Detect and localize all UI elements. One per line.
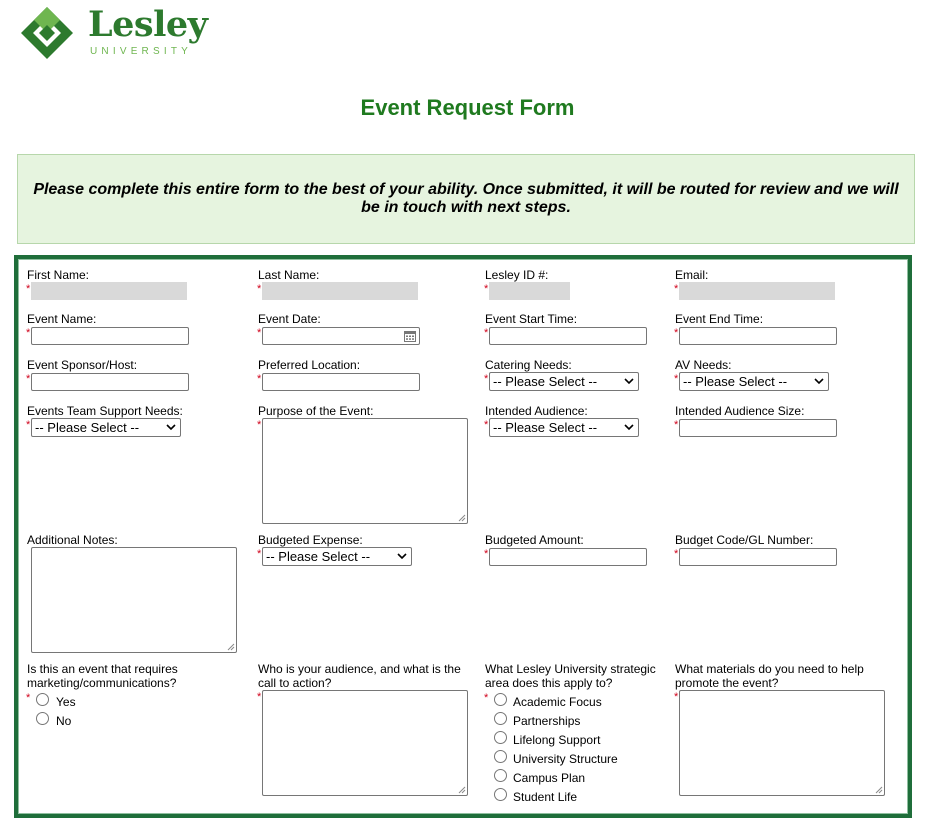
required-mark: * — [26, 327, 31, 339]
sponsor-label: Event Sponsor/Host: — [27, 358, 138, 372]
strategic-student-life-label[interactable]: Student Life — [513, 790, 578, 804]
team-support-select[interactable] — [31, 418, 181, 437]
marketing-label — [27, 662, 178, 690]
required-mark: * — [257, 327, 262, 339]
call-to-action-label-line1: Who is your audience, and what is the — [258, 662, 461, 676]
location-input[interactable] — [262, 373, 420, 391]
notes-textarea[interactable] — [31, 547, 237, 653]
resize-grip-icon[interactable] — [458, 514, 466, 522]
team-support-selected: -- Please Select -- — [35, 420, 140, 435]
strategic-area-label — [485, 662, 656, 690]
strategic-area-label-line2: area does this apply to? — [485, 676, 613, 690]
strategic-campus-plan-radio[interactable] — [494, 769, 507, 782]
lesley-id-field[interactable] — [489, 282, 570, 300]
required-mark: * — [674, 373, 679, 385]
start-time-label: Event Start Time: — [485, 312, 578, 326]
event-name-label: Event Name: — [27, 312, 97, 326]
end-time-label: Event End Time: — [675, 312, 764, 326]
required-mark: * — [484, 419, 489, 431]
required-mark: * — [26, 283, 31, 295]
strategic-campus-plan-label[interactable]: Campus Plan — [513, 771, 586, 785]
team-support-label: Events Team Support Needs: — [27, 404, 183, 418]
required-mark: * — [674, 419, 679, 431]
strategic-partnerships-label[interactable]: Partnerships — [513, 714, 581, 728]
purpose-textarea[interactable] — [262, 418, 468, 524]
chevron-down-icon — [166, 422, 176, 432]
call-to-action-label-line2: call to action? — [258, 676, 332, 690]
event-date-label: Event Date: — [258, 312, 321, 326]
intro-banner — [17, 154, 915, 244]
first-name-label: First Name: — [27, 268, 90, 282]
start-time-input[interactable] — [489, 327, 647, 345]
marketing-label-line2: marketing/communications? — [27, 676, 177, 690]
strategic-academic-focus-label[interactable]: Academic Focus — [513, 695, 602, 709]
calendar-icon[interactable] — [404, 330, 416, 342]
call-to-action-label — [258, 662, 461, 690]
audience-size-input[interactable] — [679, 419, 837, 437]
strategic-area-label-line1: What Lesley University strategic — [485, 662, 656, 676]
end-time-input[interactable] — [679, 327, 837, 345]
av-selected: -- Please Select -- — [683, 374, 788, 389]
first-name-field[interactable] — [31, 282, 187, 300]
chevron-down-icon — [397, 551, 407, 561]
chevron-down-icon — [814, 376, 824, 386]
audience-selected: -- Please Select -- — [493, 420, 598, 435]
last-name-field[interactable] — [262, 282, 418, 300]
required-mark: * — [26, 419, 31, 431]
catering-select[interactable] — [489, 372, 639, 391]
required-mark: * — [26, 373, 31, 385]
av-select[interactable] — [679, 372, 829, 391]
required-mark: * — [484, 548, 489, 560]
event-name-input[interactable] — [31, 327, 189, 345]
strategic-lifelong-support-radio[interactable] — [494, 731, 507, 744]
lesley-university-logo — [20, 6, 220, 60]
audience-select[interactable] — [489, 418, 639, 437]
location-label: Preferred Location: — [258, 358, 361, 372]
budget-amount-label: Budgeted Amount: — [485, 533, 584, 547]
marketing-label-line1: Is this an event that requires — [27, 662, 178, 676]
page-title: Event Request Form — [360, 95, 575, 120]
budget-amount-input[interactable] — [489, 548, 647, 566]
logo-diamond-icon — [20, 6, 76, 60]
marketing-no-radio[interactable] — [36, 712, 49, 725]
required-mark: * — [674, 283, 679, 295]
budget-expense-select[interactable] — [262, 547, 412, 566]
required-mark: * — [257, 691, 262, 703]
resize-grip-icon[interactable] — [875, 786, 883, 794]
catering-selected: -- Please Select -- — [493, 374, 598, 389]
av-label: AV Needs: — [675, 358, 732, 372]
required-mark: * — [484, 327, 489, 339]
strategic-academic-focus-radio[interactable] — [494, 693, 507, 706]
chevron-down-icon — [624, 422, 634, 432]
required-mark: * — [257, 373, 262, 385]
logo-wordmark: Lesley — [88, 4, 208, 45]
last-name-label: Last Name: — [258, 268, 320, 282]
materials-label-line1: What materials do you need to help — [675, 662, 864, 676]
audience-size-label: Intended Audience Size: — [675, 404, 805, 418]
budget-expense-selected: -- Please Select -- — [266, 549, 371, 564]
email-label: Email: — [675, 268, 709, 282]
marketing-yes-radio[interactable] — [36, 693, 49, 706]
required-mark: * — [26, 692, 31, 704]
email-field[interactable] — [679, 282, 835, 300]
required-mark: * — [674, 327, 679, 339]
required-mark: * — [484, 373, 489, 385]
materials-label — [675, 662, 864, 690]
marketing-no-label[interactable]: No — [56, 714, 72, 728]
budget-code-label: Budget Code/GL Number: — [675, 533, 814, 547]
strategic-university-structure-radio[interactable] — [494, 750, 507, 763]
budget-expense-label: Budgeted Expense: — [258, 533, 363, 547]
resize-grip-icon[interactable] — [227, 643, 235, 651]
logo-subtitle: UNIVERSITY — [90, 46, 193, 57]
notes-label: Additional Notes: — [27, 533, 118, 547]
required-mark: * — [484, 283, 489, 295]
audience-label: Intended Audience: — [485, 404, 588, 418]
materials-label-line2: promote the event? — [675, 676, 779, 690]
strategic-university-structure-label[interactable]: University Structure — [513, 752, 618, 766]
purpose-label: Purpose of the Event: — [258, 404, 374, 418]
required-mark: * — [257, 419, 262, 431]
catering-label: Catering Needs: — [485, 358, 572, 372]
sponsor-input[interactable] — [31, 373, 189, 391]
strategic-lifelong-support-label[interactable]: Lifelong Support — [513, 733, 601, 747]
chevron-down-icon — [624, 376, 634, 386]
intro-text: Please complete this entire form to the best of your ability. Once submitted, it will be routed for review and we will be in touch with next steps. — [33, 181, 899, 216]
budget-code-input[interactable] — [679, 548, 837, 566]
resize-grip-icon[interactable] — [458, 786, 466, 794]
marketing-yes-label[interactable]: Yes — [56, 695, 76, 709]
event-date-input[interactable] — [262, 327, 420, 345]
required-mark: * — [484, 692, 489, 704]
materials-textarea[interactable] — [679, 690, 885, 796]
required-mark: * — [257, 283, 262, 295]
strategic-student-life-radio[interactable] — [494, 788, 507, 801]
call-to-action-textarea[interactable] — [262, 690, 468, 796]
lesley-id-label: Lesley ID #: — [485, 268, 549, 282]
required-mark: * — [674, 548, 679, 560]
strategic-partnerships-radio[interactable] — [494, 712, 507, 725]
required-mark: * — [674, 691, 679, 703]
required-mark: * — [257, 548, 262, 560]
